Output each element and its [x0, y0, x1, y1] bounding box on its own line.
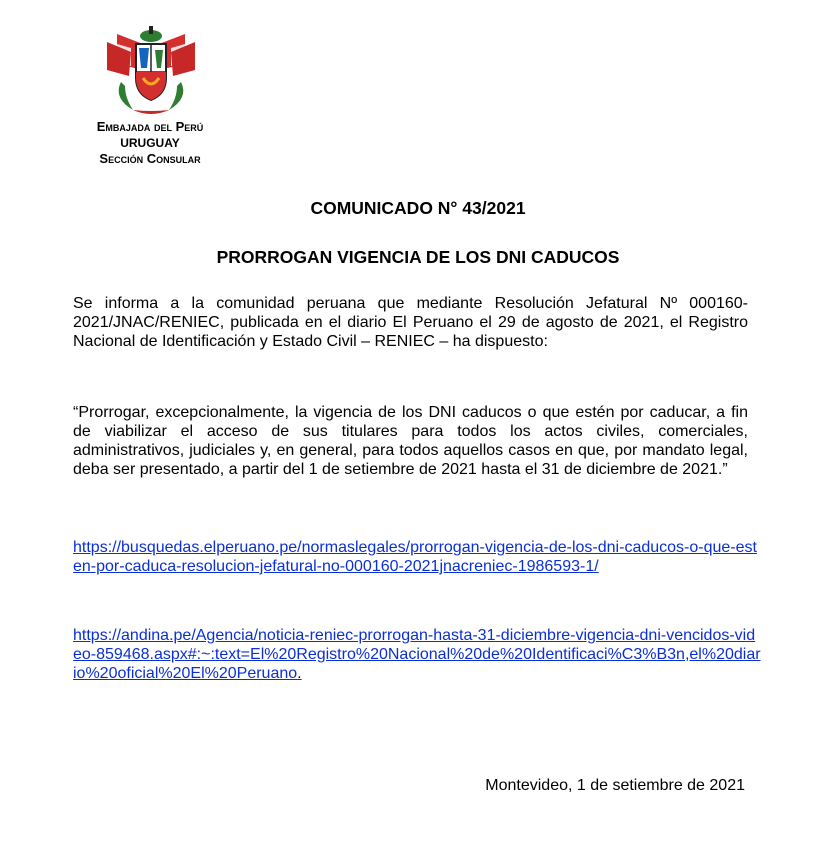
letterhead-embassy: Embajada del Perú — [96, 119, 204, 134]
paragraph-quote: “Prorrogar, excepcionalmente, la vigencia de los DNI caducos o que estén por caducar, a fin de viabilizar el acceso de sus titulares para todos los actos civiles, comerciales, administrativos, judiciales y, en general, para todos aquellos casos en que, por mandato legal, deba ser presentado, a partir del 1 de setiembre de 2021 hasta el 31 de diciembre de 2021.” — [73, 404, 748, 478]
paragraph-intro: Se informa a la comunidad peruana que mediante Resolución Jefatural Nº 000160-2021/JNAC/RENIEC, publicada en el diario El Peruano el 29 de agosto de 2021, el Registro Nacional de Identificación y Estado Civil – RENIEC – ha dispuesto: — [73, 295, 748, 350]
andina-link-block — [73, 626, 763, 683]
link-trailing-period: . — [297, 665, 302, 682]
letterhead-section: Sección Consular — [99, 151, 201, 166]
peru-coat-of-arms-emblem — [103, 20, 199, 116]
document-subtitle: PRORROGAN VIGENCIA DE LOS DNI CADUCOS — [216, 247, 620, 267]
place-date-line: Montevideo, 1 de setiembre de 2021 — [485, 777, 745, 794]
letterhead — [70, 119, 230, 167]
document-title: COMUNICADO N° 43/2021 — [310, 198, 526, 218]
andina-link[interactable]: https://andina.pe/Agencia/noticia-reniec-prorrogan-hasta-31-diciembre-vigencia-dni-vencidos-video-859468.aspx#:~:text=El%20Registro%20Nacional%20de%20Identificaci%C3%B3n,el%20diario%20oficial%20El%20Peruano — [73, 627, 761, 682]
letterhead-country: URUGUAY — [120, 136, 180, 150]
elperuano-link[interactable]: https://busquedas.elperuano.pe/normaslegales/prorrogan-vigencia-de-los-dni-caducos-o-que-esten-por-caduca-resolucion-jefatural-no-000160-2021jnacreniec-1986593-1/ — [73, 539, 757, 575]
